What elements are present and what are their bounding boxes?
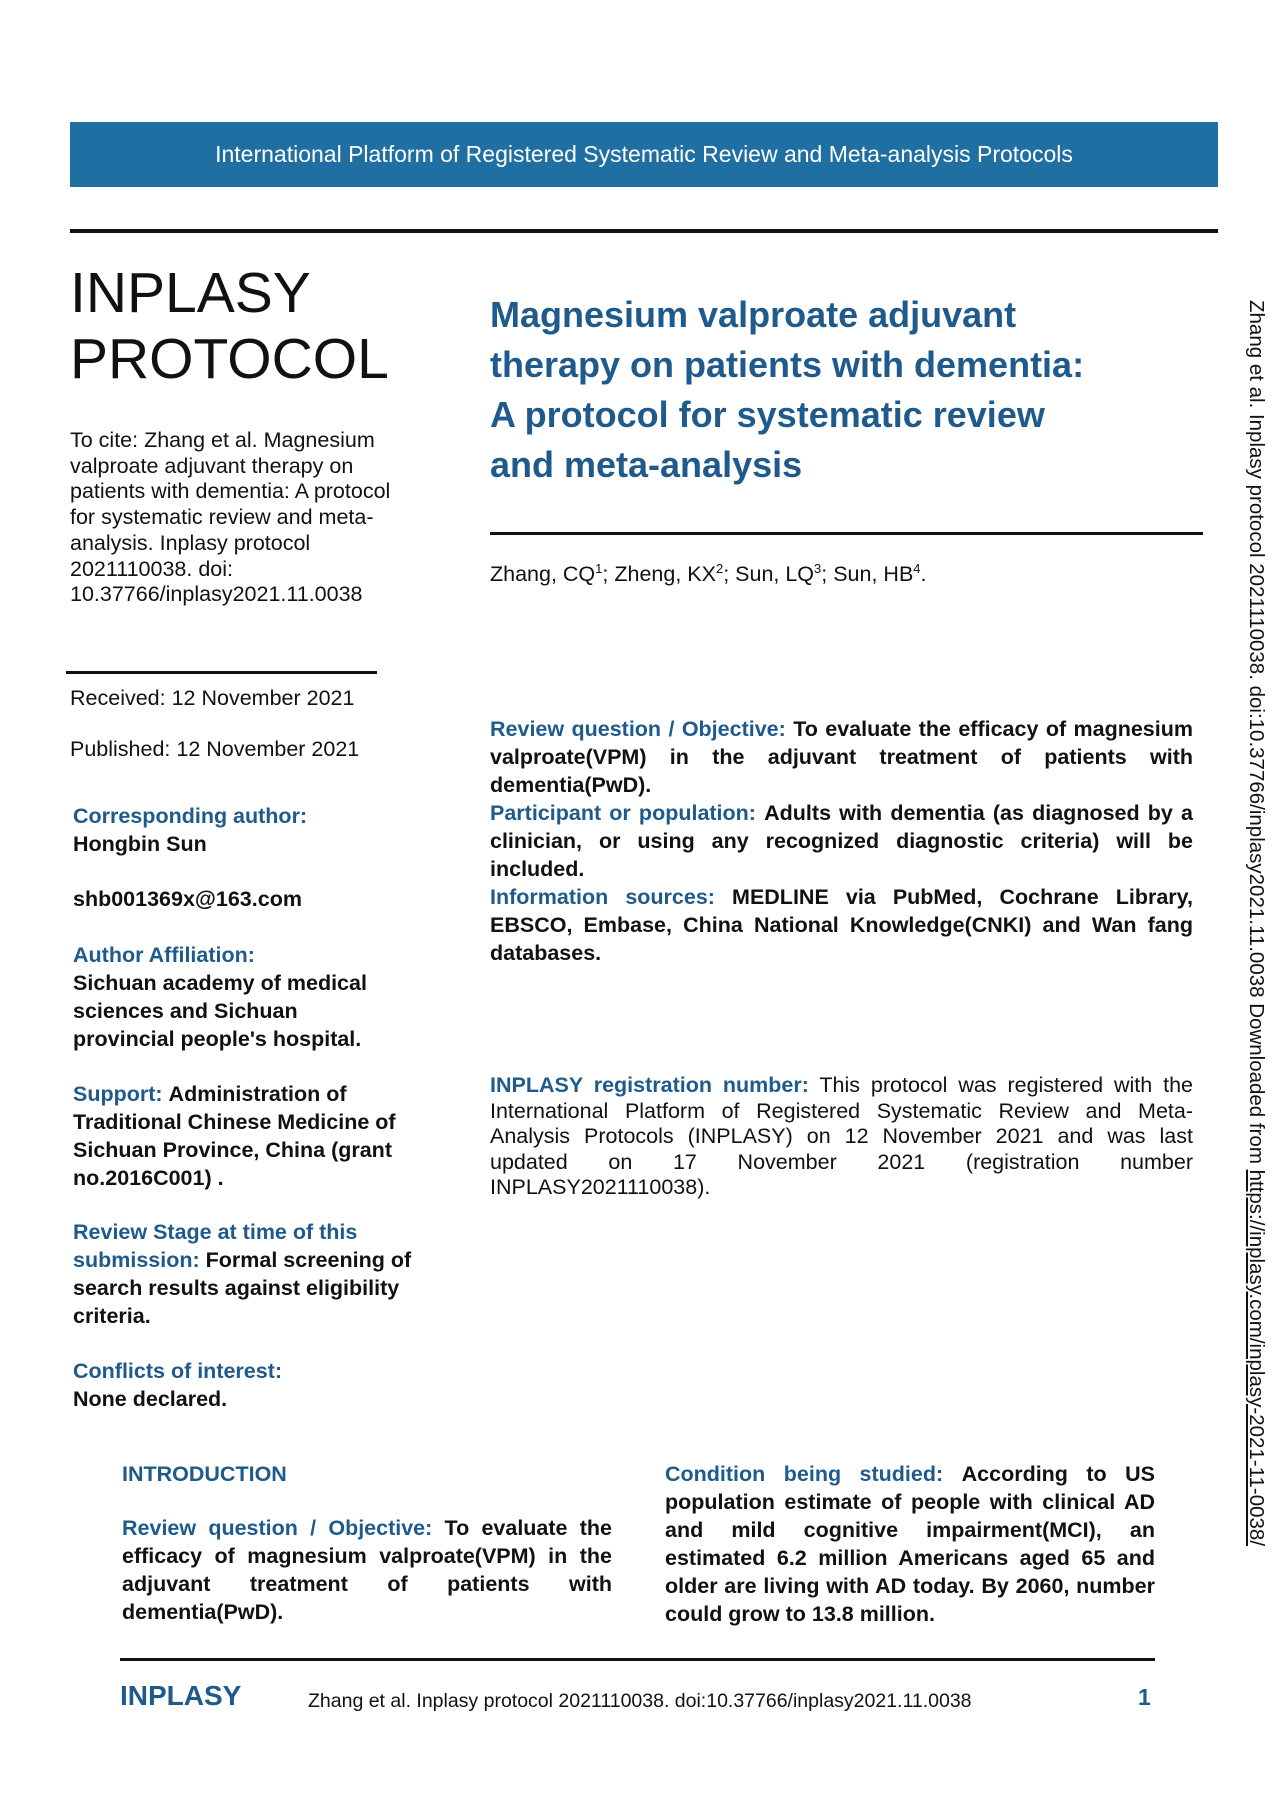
review-stage-label: Review Stage at time of this submission: bbox=[73, 1220, 358, 1272]
author-affiliation-number: 2 bbox=[715, 560, 724, 576]
header-divider bbox=[70, 229, 1218, 233]
paper-title bbox=[490, 290, 1210, 490]
author-affiliation bbox=[73, 941, 428, 1053]
footer-citation: Zhang et al. Inplasy protocol 2021110038. doi:10.37766/inplasy2021.11.0038 bbox=[308, 1690, 972, 1712]
title-line-4: and meta-analysis bbox=[490, 444, 803, 485]
brand-line-1: INPLASY bbox=[70, 261, 311, 325]
review-stage bbox=[73, 1218, 418, 1330]
download-notice-text: Zhang et al. Inplasy protocol 2021110038. doi:10.37766/inplasy2021.11.0038 Downloaded from bbox=[1245, 300, 1268, 1170]
author-name: Sun, LQ bbox=[735, 562, 815, 586]
author-separator: ; bbox=[821, 562, 834, 586]
condition-studied bbox=[665, 1460, 1155, 1628]
author-name: Zheng, KX bbox=[614, 562, 716, 586]
download-notice bbox=[1228, 300, 1268, 1645]
author-separator: ; bbox=[723, 562, 736, 586]
review-stage-text: Formal screening of search results against eligibility criteria. bbox=[73, 1248, 412, 1328]
author-name: Sun, HB bbox=[833, 562, 914, 586]
download-link[interactable]: https://inplasy.com/inplasy-2021-11-0038/ bbox=[1245, 1169, 1268, 1547]
introduction-objective bbox=[122, 1514, 612, 1626]
conflicts-label: Conflicts of interest: bbox=[73, 1359, 283, 1383]
population-text: Adults with dementia (as diagnosed by a clinician, or using any recognized diagnostic criteria) will be included. bbox=[490, 801, 1193, 881]
author-separator: ; bbox=[602, 562, 615, 586]
brand-line-2: PROTOCOL bbox=[70, 327, 389, 391]
intro-objective-label: Review question / Objective: bbox=[122, 1516, 433, 1540]
intro-objective-text: To evaluate the efficacy of magnesium valproate(VPM) in the adjuvant treatment of patients with dementia(PwD). bbox=[122, 1516, 612, 1624]
funding-support bbox=[73, 1080, 413, 1192]
condition-text: According to US population estimate of people with clinical AD and mild cognitive impairment(MCI), an estimated 6.2 million Americans aged 65 and older are living with AD today. By 2060, number could grow to 13.8 million. bbox=[665, 1462, 1156, 1626]
support-text: Administration of Traditional Chinese Medicine of Sichuan Province, China (grant no.2016C001) . bbox=[73, 1082, 396, 1190]
corresponding-author-name: Hongbin Sun bbox=[73, 832, 207, 856]
population-label: Participant or population: bbox=[490, 801, 756, 825]
author-affiliation-number: 1 bbox=[595, 560, 603, 576]
title-divider bbox=[490, 532, 1203, 535]
protocol-brand bbox=[70, 260, 389, 392]
registration-label: INPLASY registration number: bbox=[490, 1073, 809, 1097]
registration-text: This protocol was registered with the International Platform of Registered Systematic Review and Meta-Analysis Protocols (INPLASY) on 12 November 2021 and was last updated on 17 November 2021 (registration number INPLASY2021110038). bbox=[490, 1073, 1193, 1199]
condition-label: Condition being studied: bbox=[665, 1462, 944, 1486]
author-name: Zhang, CQ bbox=[490, 562, 596, 586]
author-affiliation-number: 3 bbox=[814, 560, 822, 576]
affiliation-label: Author Affiliation: bbox=[73, 943, 255, 967]
sources-label: Information sources: bbox=[490, 885, 715, 909]
abstract bbox=[490, 715, 1193, 967]
introduction-heading: INTRODUCTION bbox=[122, 1462, 287, 1486]
abstract-sources bbox=[490, 883, 1193, 967]
conflicts-of-interest bbox=[73, 1357, 428, 1413]
abstract-objective bbox=[490, 715, 1193, 799]
objective-text: To evaluate the efficacy of magnesium valproate(VPM) in the adjuvant treatment of patients with dementia(PwD). bbox=[490, 717, 1193, 797]
abstract-population bbox=[490, 799, 1193, 883]
registration-info bbox=[490, 1073, 1193, 1201]
sources-text: MEDLINE via PubMed, Cochrane Library, EBSCO, Embase, China National Knowledge(CNKI) and Wan fang databases. bbox=[490, 885, 1193, 965]
title-line-2: therapy on patients with dementia: bbox=[490, 344, 1085, 385]
citation: To cite: Zhang et al. Magnesium valproate adjuvant therapy on patients with dementia: A protocol for systematic review and meta-analysis. Inplasy protocol 2021110038. doi: 10.37766/inplasy2021.11.0038 bbox=[70, 428, 391, 607]
support-label: Support: bbox=[73, 1082, 163, 1106]
corresponding-author-label: Corresponding author: bbox=[73, 804, 308, 828]
page-number: 1 bbox=[1138, 1684, 1151, 1710]
footer-divider bbox=[120, 1658, 1155, 1661]
title-line-3: A protocol for systematic review bbox=[490, 394, 1045, 435]
author-list bbox=[490, 562, 927, 587]
conflicts-text: None declared. bbox=[73, 1387, 228, 1411]
author-affiliation-number: 4 bbox=[913, 560, 921, 576]
footer-brand: INPLASY bbox=[120, 1680, 242, 1711]
title-line-1: Magnesium valproate adjuvant bbox=[490, 294, 1017, 335]
corresponding-author bbox=[73, 802, 428, 858]
published-date: Published: 12 November 2021 bbox=[70, 737, 360, 761]
objective-label: Review question / Objective: bbox=[490, 717, 786, 741]
received-date: Received: 12 November 2021 bbox=[70, 686, 355, 710]
citation-divider bbox=[66, 671, 377, 674]
author-email: shb001369x@163.com bbox=[73, 887, 302, 911]
affiliation-text: Sichuan academy of medical sciences and Sichuan provincial people's hospital. bbox=[73, 971, 367, 1051]
author-separator: . bbox=[920, 562, 927, 586]
journal-banner: International Platform of Registered Systematic Review and Meta-analysis Protocols bbox=[70, 122, 1218, 187]
